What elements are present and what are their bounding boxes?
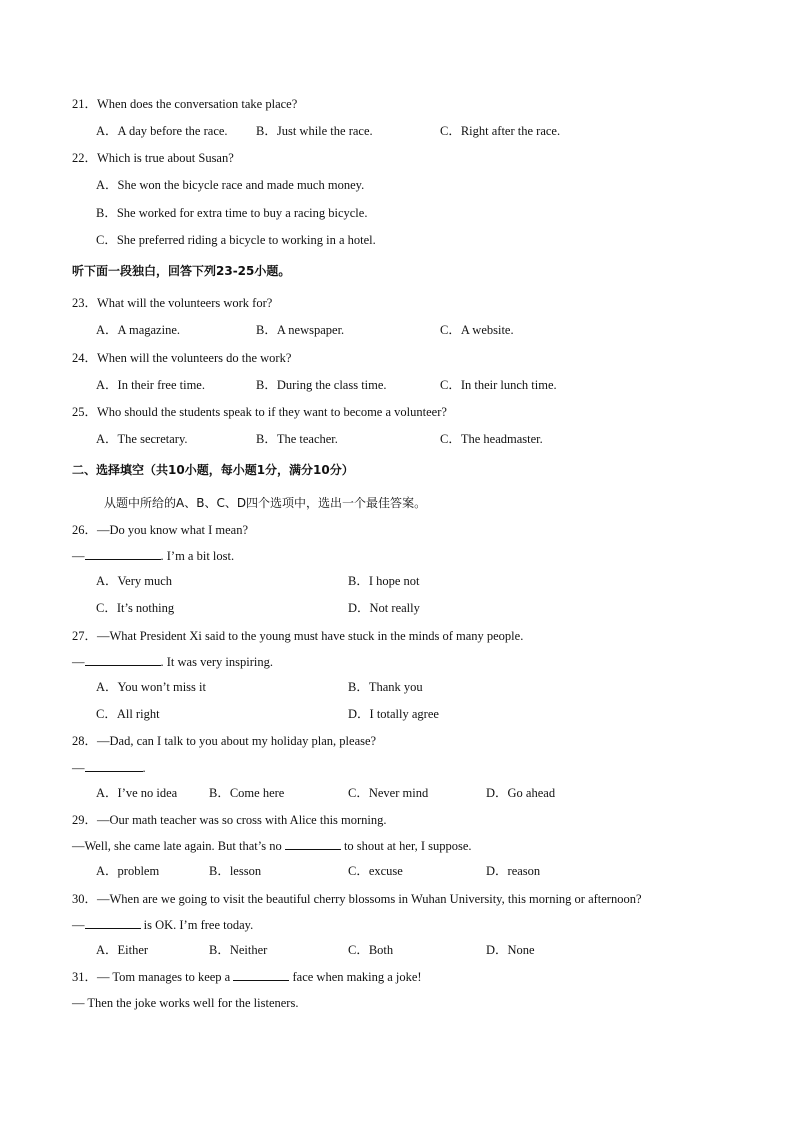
q21-option-b: B．Just while the race. [256, 124, 373, 138]
q28-answer-blank[interactable] [85, 760, 143, 772]
q30-answer-blank[interactable] [85, 917, 141, 929]
q27-reply-suffix: . It was very inspiring. [160, 655, 273, 669]
q30-option-d: D．None [486, 943, 535, 957]
q29-reply-prefix: —Well, she came late again. But that’s no [72, 839, 285, 853]
q24-stem: 24．When will the volunteers do the work? [72, 351, 292, 365]
q29-option-c: C．excuse [348, 864, 403, 878]
q28-option-b: B．Come here [209, 786, 285, 800]
q25-option-b: B．The teacher. [256, 432, 338, 446]
q27-answer-blank[interactable] [85, 654, 161, 666]
q21-option-c: C．Right after the race. [440, 124, 561, 138]
q27-reply [72, 654, 273, 670]
q23-stem: 23．What will the volunteers work for? [72, 296, 273, 310]
q27-option-c: C．All right [96, 707, 160, 721]
q27-option-d: D．I totally agree [348, 707, 439, 721]
q29-answer-blank[interactable] [285, 838, 341, 850]
q28-reply-suffix: . [142, 761, 146, 775]
q26-option-d: D．Not really [348, 601, 420, 615]
q22-option-c: C．She preferred riding a bicycle to working in a hotel. [96, 233, 376, 247]
q27-reply-prefix: — [72, 655, 85, 669]
section2-instruction: 从题中所给的A、B、C、D四个选项中，选出一个最佳答案。 [104, 496, 427, 510]
q29-reply-suffix: to shout at her, I suppose. [340, 839, 472, 853]
q26-option-b: B．I hope not [348, 574, 420, 588]
q28-stem: 28．—Dad, can I talk to you about my holiday plan, please? [72, 734, 377, 748]
q22-stem: 22．Which is true about Susan? [72, 151, 234, 165]
q21-option-a: A．A day before the race. [96, 124, 228, 138]
q31-answer-blank[interactable] [233, 969, 289, 981]
q26-option-a: A．Very much [96, 574, 173, 588]
q30-reply-suffix: is OK. I’m free today. [140, 918, 254, 932]
q21-stem: 21．When does the conversation take place? [72, 97, 298, 111]
q29-reply [72, 838, 472, 854]
q26-reply [72, 548, 234, 564]
q30-stem: 30．—When are we going to visit the beautiful cherry blossoms in Wuhan University, this morning or afternoon? [72, 892, 642, 906]
q30-reply-prefix: — [72, 918, 85, 932]
q24-option-b: B．During the class time. [256, 378, 387, 392]
q31-stem [72, 969, 422, 985]
q27-stem: 27．—What President Xi said to the young must have stuck in the minds of many people. [72, 629, 524, 643]
q29-option-a: A．problem [96, 864, 160, 878]
q26-reply-suffix: . I’m a bit lost. [160, 549, 235, 563]
q25-stem: 25．Who should the students speak to if they want to become a volunteer? [72, 405, 447, 419]
q31-stem-prefix: 31．— Tom manages to keep a [72, 970, 234, 984]
q28-option-c: C．Never mind [348, 786, 429, 800]
monologue-heading: 听下面一段独白，回答下列23-25小题。 [72, 264, 291, 278]
q23-option-c: C．A website. [440, 323, 514, 337]
q30-option-b: B．Neither [209, 943, 268, 957]
q31-reply: — Then the joke works well for the listeners. [72, 996, 299, 1010]
q28-option-d: D．Go ahead [486, 786, 556, 800]
q26-option-c: C．It’s nothing [96, 601, 175, 615]
q30-option-a: A．Either [96, 943, 149, 957]
q30-option-c: C．Both [348, 943, 394, 957]
q31-stem-suffix: face when making a joke! [289, 970, 422, 984]
q25-option-a: A．The secretary. [96, 432, 188, 446]
q23-option-b: B．A newspaper. [256, 323, 345, 337]
q27-option-b: B．Thank you [348, 680, 423, 694]
q26-reply-prefix: — [72, 549, 85, 563]
q26-answer-blank[interactable] [85, 548, 161, 560]
q28-reply-prefix: — [72, 761, 85, 775]
q23-option-a: A．A magazine. [96, 323, 181, 337]
q25-option-c: C．The headmaster. [440, 432, 543, 446]
q29-option-d: D．reason [486, 864, 541, 878]
q30-reply [72, 917, 253, 933]
q22-option-a: A．She won the bicycle race and made much money. [96, 178, 365, 192]
q29-stem: 29．—Our math teacher was so cross with Alice this morning. [72, 813, 387, 827]
q26-stem: 26．—Do you know what I mean? [72, 523, 249, 537]
q24-option-c: C．In their lunch time. [440, 378, 557, 392]
q24-option-a: A．In their free time. [96, 378, 205, 392]
q28-option-a: A．I’ve no idea [96, 786, 178, 800]
q22-option-b: B．She worked for extra time to buy a racing bicycle. [96, 206, 368, 220]
q27-option-a: A．You won’t miss it [96, 680, 206, 694]
q29-option-b: B．lesson [209, 864, 262, 878]
q28-reply [72, 760, 146, 776]
section2-title: 二、选择填空（共10小题，每小题1分，满分10分） [72, 463, 354, 477]
